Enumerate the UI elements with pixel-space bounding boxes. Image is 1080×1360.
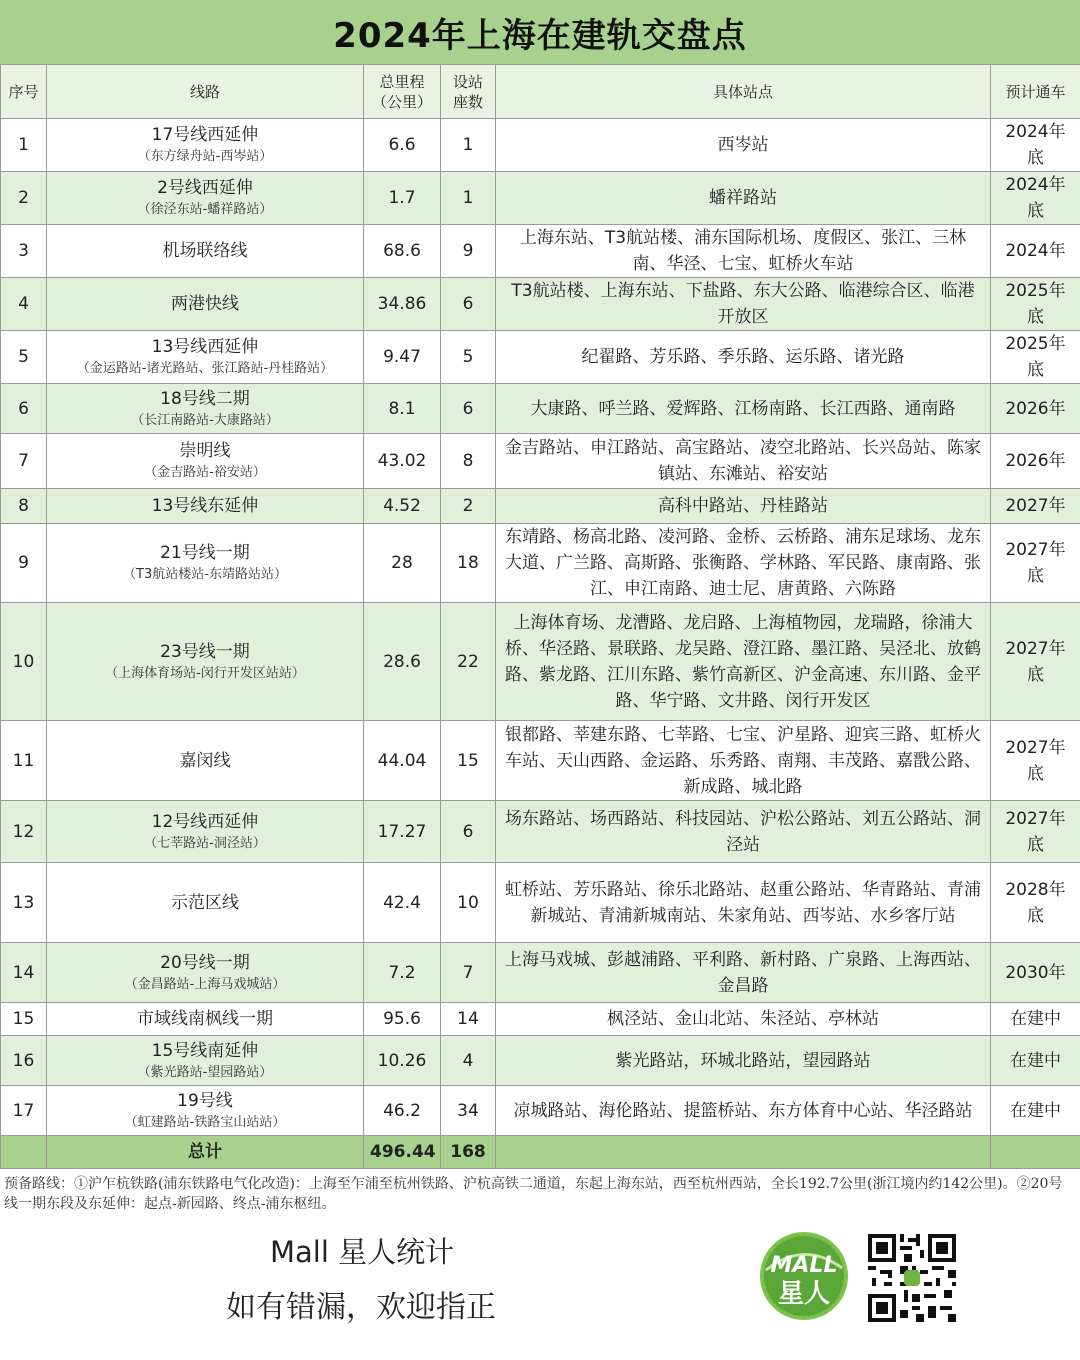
- table-row: [1, 863, 1080, 943]
- row-station-count: 6: [441, 384, 496, 434]
- row-station-count: 6: [441, 801, 496, 863]
- row-station-count: 34: [441, 1086, 496, 1136]
- line-range: （徐泾东站-蟠祥路站）: [137, 202, 273, 217]
- row-index: 8: [1, 489, 47, 524]
- row-line: [47, 1086, 364, 1136]
- table-row: [1, 801, 1080, 863]
- qr-code-icon: [864, 1230, 960, 1326]
- row-opening: 2027年底: [991, 801, 1080, 863]
- table-row: [1, 1003, 1080, 1036]
- row-opening: 2027年: [991, 489, 1080, 524]
- row-stations: 金吉路站、申江路站、高宝路站、凌空北路站、长兴岛站、陈家镇站、东滩站、裕安站: [496, 434, 991, 489]
- row-stations: 上海马戏城、彭越浦路、平利路、新村路、广泉路、上海西站、金昌路: [496, 943, 991, 1003]
- row-index: 5: [1, 331, 47, 384]
- row-station-count: 9: [441, 225, 496, 278]
- line-name: 示范区线: [171, 892, 239, 913]
- row-opening: 2027年底: [991, 603, 1080, 721]
- row-line: [47, 801, 364, 863]
- table-row: [1, 1036, 1080, 1086]
- total-length: 496.44: [364, 1136, 441, 1169]
- row-line: [47, 489, 364, 524]
- total-blank: [991, 1136, 1080, 1169]
- total-blank: [1, 1136, 47, 1169]
- row-opening: 2027年底: [991, 524, 1080, 603]
- row-opening: 2025年底: [991, 278, 1080, 331]
- line-name: 两港快线: [171, 294, 239, 314]
- row-length: 9.47: [364, 331, 441, 384]
- row-length: 28: [364, 524, 441, 603]
- row-stations: T3航站楼、上海东站、下盐路、东大公路、临港综合区、临港开放区: [496, 278, 991, 331]
- row-stations: 虹桥站、芳乐路站、徐乐北路站、赵重公路站、华青路站、青浦新城站、青浦新城南站、朱家角站、西岑站、水乡客厅站: [496, 863, 991, 943]
- row-opening: 2024年: [991, 225, 1080, 278]
- table-row: [1, 603, 1080, 721]
- rail-table: [0, 64, 1080, 1169]
- row-opening: 2026年: [991, 384, 1080, 434]
- row-index: 3: [1, 225, 47, 278]
- row-stations: 东靖路、杨高北路、凌河路、金桥、云桥路、浦东足球场、龙东大道、广兰路、高斯路、张衡路、学林路、军民路、康南路、张江、申江南路、迪士尼、唐黄路、六陈路: [496, 524, 991, 603]
- row-line: [47, 225, 364, 278]
- row-opening: 2025年底: [991, 331, 1080, 384]
- line-name: 机场联络线: [162, 241, 248, 261]
- row-index: 15: [1, 1003, 47, 1036]
- row-stations: 银都路、莘建东路、七莘路、七宝、沪星路、迎宾三路、虹桥火车站、天山西路、金运路、乐秀路、南翔、丰茂路、嘉戬公路、新成路、城北路: [496, 721, 991, 801]
- row-length: 1.7: [364, 172, 441, 225]
- row-stations: 紫光路站，环城北路站，望园路站: [496, 1036, 991, 1086]
- table-row: [1, 225, 1080, 278]
- row-opening: 2030年: [991, 943, 1080, 1003]
- line-range: （金运路站-诸光路站、张江路站-丹桂路站）: [76, 361, 334, 376]
- row-station-count: 7: [441, 943, 496, 1003]
- row-station-count: 22: [441, 603, 496, 721]
- row-station-count: 18: [441, 524, 496, 603]
- row-station-count: 14: [441, 1003, 496, 1036]
- table-row: [1, 172, 1080, 225]
- row-length: 34.86: [364, 278, 441, 331]
- logo-text-bottom: 星人: [777, 1279, 831, 1309]
- row-stations: 大康路、呼兰路、爱辉路、江杨南路、长江西路、通南路: [496, 384, 991, 434]
- line-range: （紫光路站-望园路站）: [137, 1064, 273, 1080]
- total-row: [1, 1136, 1080, 1169]
- table-row: [1, 524, 1080, 603]
- row-line: [47, 943, 364, 1003]
- row-line: [47, 524, 364, 603]
- row-line: [47, 721, 364, 801]
- row-line: [47, 1036, 364, 1086]
- header-station-count: 设站 座数: [441, 65, 496, 119]
- table-row: [1, 721, 1080, 801]
- row-stations: 西岑站: [496, 119, 991, 172]
- row-line: [47, 863, 364, 943]
- line-name: 12号线西延伸: [151, 811, 259, 832]
- row-stations: 上海东站、T3航站楼、浦东国际机场、度假区、张江、三林南、华泾、七宝、虹桥火车站: [496, 225, 991, 278]
- table-row: [1, 384, 1080, 434]
- line-range: （上海体育场站-闵行开发区站站）: [105, 665, 305, 681]
- row-line: [47, 384, 364, 434]
- row-opening: 2028年底: [991, 863, 1080, 943]
- line-name: 市域线南枫线一期: [137, 1009, 273, 1029]
- line-name: 15号线南延伸: [151, 1040, 259, 1061]
- row-length: 7.2: [364, 943, 441, 1003]
- row-length: 44.04: [364, 721, 441, 801]
- header-row: [1, 65, 1080, 119]
- header-index: 序号: [1, 65, 47, 119]
- table-body: [1, 119, 1080, 1169]
- table-row: [1, 278, 1080, 331]
- total-station-count: 168: [441, 1136, 496, 1169]
- row-length: 8.1: [364, 384, 441, 434]
- line-name: 20号线一期: [160, 952, 250, 973]
- line-range: （七莘路站-洞泾站）: [144, 835, 266, 851]
- line-name: 23号线一期: [160, 641, 250, 662]
- row-opening: 2024年底: [991, 119, 1080, 172]
- credit-line-2: 如有错漏，欢迎指正: [226, 1290, 496, 1325]
- row-stations: 上海体育场、龙漕路、龙启路、上海植物园，龙瑞路，徐浦大桥、华泾路、景联路、龙吴路、澄江路、墨江路、吴泾北、放鹤路、紫龙路、江川东路、紫竹高新区、沪金高速、东川路、金平路、华宁路、文井路、闵行开发区: [496, 603, 991, 721]
- line-range: （金昌路站-上海马戏城站）: [124, 976, 286, 992]
- header-line: 线路: [47, 65, 364, 119]
- row-stations: 蟠祥路站: [496, 172, 991, 225]
- row-opening: 2024年底: [991, 172, 1080, 225]
- header-opening: 预计通车: [991, 65, 1080, 119]
- row-station-count: 10: [441, 863, 496, 943]
- row-index: 7: [1, 434, 47, 489]
- line-name: 17号线西延伸: [151, 125, 259, 145]
- row-index: 13: [1, 863, 47, 943]
- row-line: [47, 172, 364, 225]
- row-length: 10.26: [364, 1036, 441, 1086]
- row-length: 68.6: [364, 225, 441, 278]
- row-index: 1: [1, 119, 47, 172]
- total-label: 总计: [47, 1136, 364, 1169]
- row-line: [47, 603, 364, 721]
- row-index: 6: [1, 384, 47, 434]
- line-name: 18号线二期: [160, 388, 250, 409]
- line-range: （东方绿舟站-西岑站）: [137, 149, 273, 164]
- line-name: 21号线一期: [160, 543, 250, 563]
- row-length: 4.52: [364, 489, 441, 524]
- row-index: 11: [1, 721, 47, 801]
- line-range: （长江南路站-大康路站）: [131, 412, 279, 428]
- row-length: 46.2: [364, 1086, 441, 1136]
- row-index: 14: [1, 943, 47, 1003]
- row-index: 16: [1, 1036, 47, 1086]
- credit-line-1: Mall 星人统计: [270, 1235, 455, 1269]
- table-row: [1, 489, 1080, 524]
- page-title: 2024年上海在建轨交盘点: [333, 15, 747, 56]
- row-length: 95.6: [364, 1003, 441, 1036]
- mall-logo: [756, 1230, 852, 1322]
- row-stations: 场东路站、场西路站、科技园站、沪松公路站、刘五公路站、洞泾站: [496, 801, 991, 863]
- header-stations: 具体站点: [496, 65, 991, 119]
- line-name: 13号线西延伸: [151, 337, 259, 357]
- row-opening: 在建中: [991, 1003, 1080, 1036]
- table-row: [1, 331, 1080, 384]
- line-name: 崇明线: [179, 441, 231, 461]
- row-index: 10: [1, 603, 47, 721]
- title-bar: [0, 0, 1080, 65]
- line-range: （金吉路站-裕安站）: [144, 465, 266, 480]
- line-name: 2号线西延伸: [157, 178, 253, 198]
- line-name: 19号线: [177, 1090, 233, 1111]
- logo-text-top: MALL: [770, 1253, 838, 1278]
- row-length: 6.6: [364, 119, 441, 172]
- row-station-count: 1: [441, 119, 496, 172]
- row-station-count: 2: [441, 489, 496, 524]
- row-index: 4: [1, 278, 47, 331]
- line-range: （虹建路站-铁路宝山站站）: [124, 1114, 286, 1130]
- row-station-count: 15: [441, 721, 496, 801]
- row-station-count: 8: [441, 434, 496, 489]
- table-row: [1, 1086, 1080, 1136]
- row-opening: 在建中: [991, 1036, 1080, 1086]
- row-length: 17.27: [364, 801, 441, 863]
- line-name: 嘉闵线: [179, 750, 231, 771]
- row-opening: 2026年: [991, 434, 1080, 489]
- row-line: [47, 278, 364, 331]
- table-row: [1, 434, 1080, 489]
- row-index: 12: [1, 801, 47, 863]
- row-opening: 在建中: [991, 1086, 1080, 1136]
- row-stations: 凉城路站、海伦路站、提篮桥站、东方体育中心站、华泾路站: [496, 1086, 991, 1136]
- row-index: 17: [1, 1086, 47, 1136]
- total-blank: [496, 1136, 991, 1169]
- row-line: [47, 1003, 364, 1036]
- table-row: [1, 943, 1080, 1003]
- table-row: [1, 119, 1080, 172]
- row-station-count: 4: [441, 1036, 496, 1086]
- row-opening: 2027年底: [991, 721, 1080, 801]
- header-length: 总里程 （公里）: [364, 65, 441, 119]
- line-name: 13号线东延伸: [151, 496, 259, 516]
- row-line: [47, 434, 364, 489]
- row-length: 28.6: [364, 603, 441, 721]
- row-station-count: 1: [441, 172, 496, 225]
- line-range: （T3航站楼站-东靖路站站）: [123, 567, 287, 582]
- row-length: 42.4: [364, 863, 441, 943]
- row-line: [47, 119, 364, 172]
- row-line: [47, 331, 364, 384]
- row-index: 2: [1, 172, 47, 225]
- row-length: 43.02: [364, 434, 441, 489]
- row-stations: 高科中路站、丹桂路站: [496, 489, 991, 524]
- row-index: 9: [1, 524, 47, 603]
- row-station-count: 6: [441, 278, 496, 331]
- row-stations: 纪翟路、芳乐路、季乐路、运乐路、诸光路: [496, 331, 991, 384]
- row-station-count: 5: [441, 331, 496, 384]
- row-stations: 枫泾站、金山北站、朱泾站、亭林站: [496, 1003, 991, 1036]
- notes: 预备路线：①沪乍杭铁路(浦东铁路电气化改造)：上海至乍浦至杭州铁路、沪杭高铁二通道，东起上海东站，西至杭州西站，全长192.7公里(浙江境内约142公里)。②20号线一期东段及东延伸：起点-新园路、终点-浦东枢纽。: [4, 1176, 1063, 1212]
